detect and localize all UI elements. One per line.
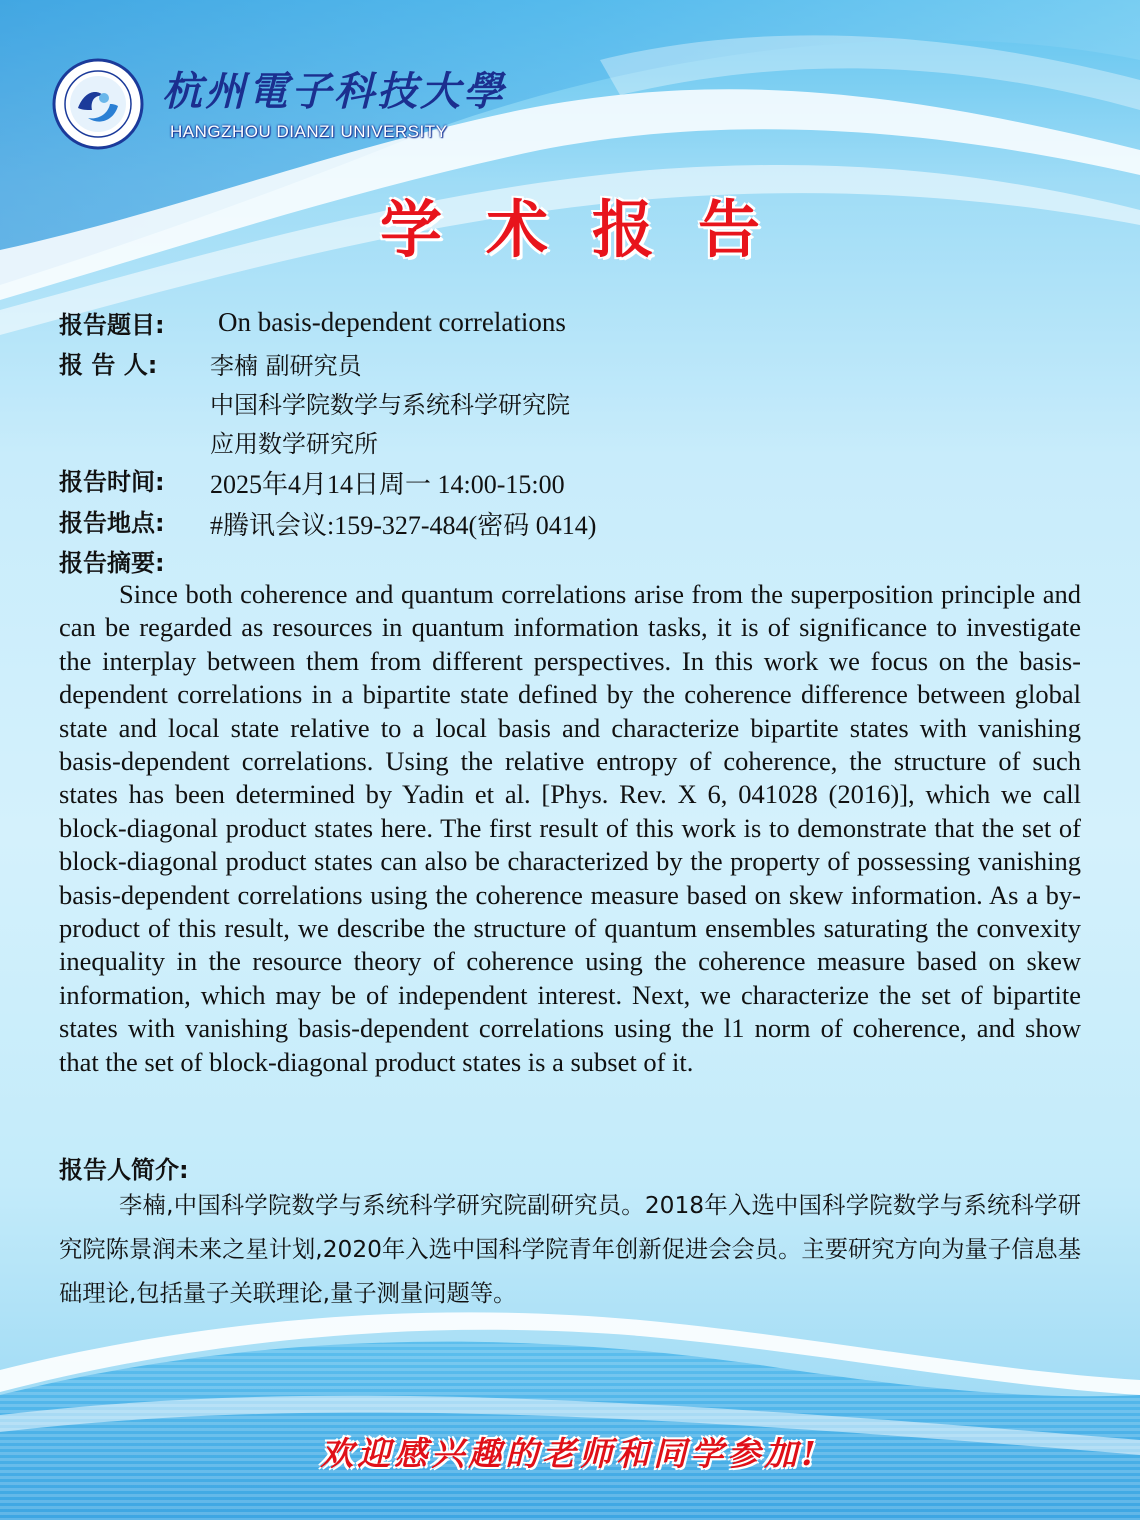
time-label: 报告时间: [59,468,165,496]
place-label: 报告地点: [59,509,165,537]
abstract-label: 报告摘要: [59,549,165,577]
speaker-line: 中国科学院数学与系统科学研究院 [210,391,570,419]
university-seal-icon [52,58,144,150]
poster-title: 学术报告 [379,193,804,266]
university-name-chinese: 杭州電子科技大學 [162,68,506,115]
speaker-label: 报 告 人: [59,351,158,379]
welcome-slogan: 欢迎感兴趣的老师和同学参加! [320,1434,820,1473]
speaker-bio-text: 李楠,中国科学院数学与系统科学研究院副研究员。2018年入选中国科学院数学与系统科学研究院陈景润未来之星计划,2020年入选中国科学院青年创新促进会会员。主要研究方向为量子信息基础理论,包括量子关联理论,量子测量问题等。 [59,1192,1081,1307]
speaker-line: 应用数学研究所 [210,430,378,458]
place-value: #腾讯会议:159-327-484(密码 0414) [210,511,597,540]
bio-label: 报告人简介: [59,1156,189,1184]
time-value: 2025年4月14日周一 14:00-15:00 [210,470,565,499]
university-name-english: HANGZHOU DIANZI UNIVERSITY [170,122,448,141]
speaker-line: 李楠 副研究员 [210,352,362,380]
topic-label: 报告题目: [59,311,165,339]
abstract-text: Since both coherence and quantum correlations arise from the superposition principle and can be regarded as resources in quantum information tasks, it is of significance to investigate the interplay between them from different perspectives. In this work we focus on the basis-dependent correlations in a bipartite state defined by the coherence difference between global state and local state relative to a local basis and characterize bipartite states with vanishing basis-dependent correlations. Using the relative entropy of coherence, the structure of such states has been determined by Yadin et al. [Phys. Rev. X 6, 041028 (2016)], which we call block-diagonal product states here. The first result of this work is to demonstrate that the set of block-diagonal product states can also be characterized by the property of possessing vanishing basis-dependent correlations using the coherence measure based on skew information. As a by-product of this result, we describe the structure of quantum ensembles saturating the convexity inequality in the resource theory of coherence using the coherence measure based on skew information, which may be of independent interest. Next, we characterize the set of bipartite states with vanishing basis-dependent correlations using the l1 norm of coherence, and show that the set of block-diagonal product states is a subset of it. [59,579,1081,1077]
topic-value: On basis-dependent correlations [218,307,566,337]
